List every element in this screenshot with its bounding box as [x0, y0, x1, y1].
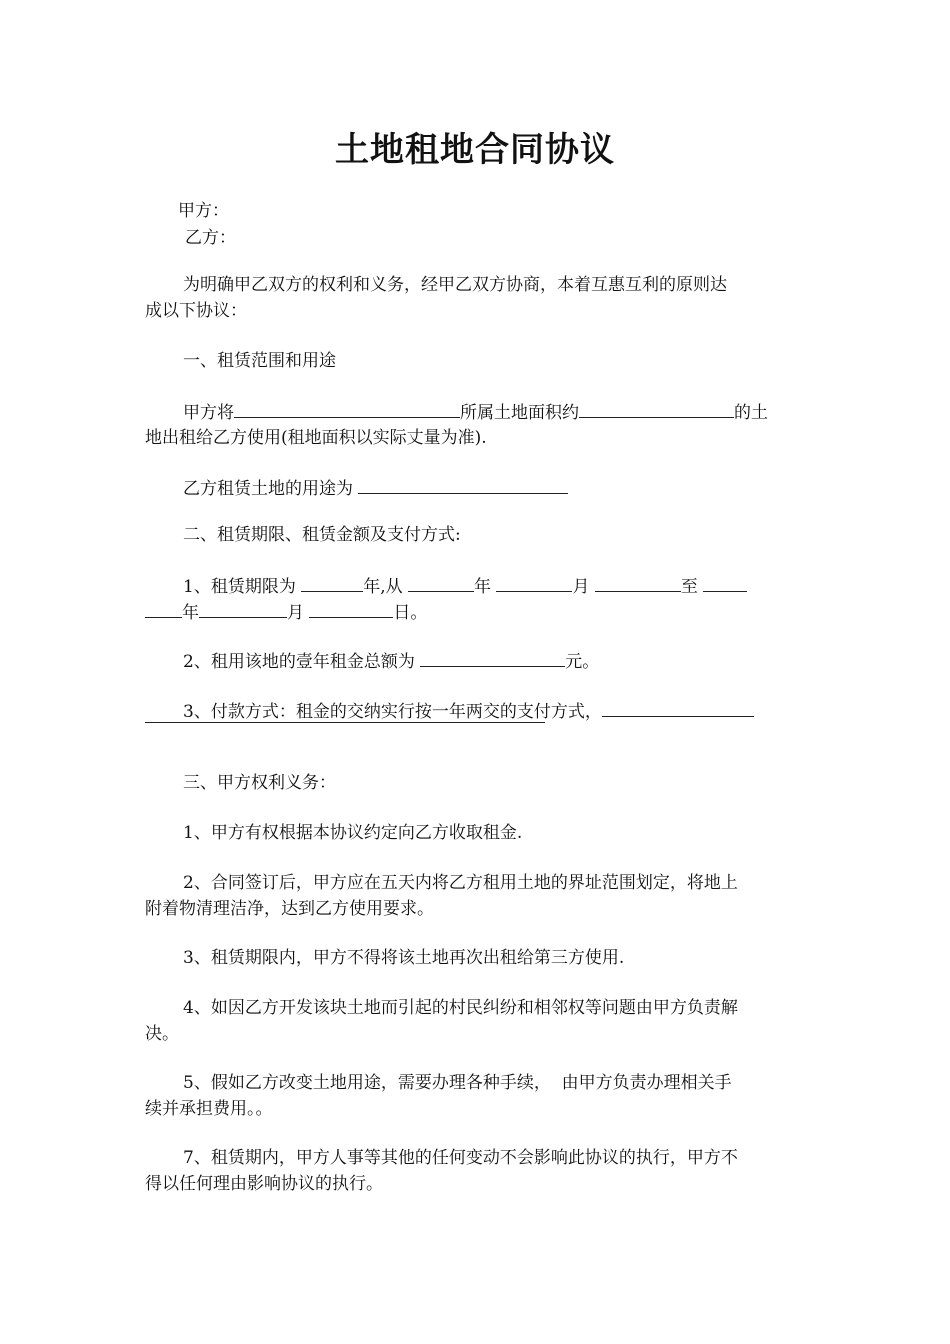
clause-text: 元。 — [565, 652, 600, 672]
party-a-label: 甲方： — [178, 201, 229, 221]
section-2-heading: 二、租赁期限、租赁金额及支付方式: — [183, 525, 461, 545]
clause-text: 年,从 — [363, 577, 403, 597]
party-a-clause-4-line-2: 决。 — [145, 1024, 179, 1044]
end-month-blank — [199, 598, 287, 618]
section-3-heading: 三、甲方权利义务： — [183, 773, 336, 793]
party-a-clause-5-line-2: 续并承担费用。。 — [145, 1099, 273, 1119]
party-a-clause-5-line-1: 5、假如乙方改变土地用途，需要办理各种手续， 由甲方负责办理相关手 — [183, 1073, 732, 1093]
clause-text: 月 — [287, 603, 304, 623]
clause-text: 乙方租赁土地的用途为 — [183, 479, 353, 499]
rent-amount-clause — [183, 647, 599, 675]
clause-text: 年 — [182, 603, 199, 623]
end-day-blank — [309, 598, 393, 618]
clause-text: 所属土地面积约 — [460, 403, 579, 423]
section-1-heading: 一、租赁范围和用途 — [183, 351, 336, 371]
lease-term-clause-line-2 — [145, 598, 427, 626]
land-use-blank — [358, 474, 568, 494]
payment-method-blank — [602, 697, 754, 717]
rent-amount-blank — [420, 647, 565, 667]
clause-text: 日。 — [393, 603, 428, 623]
section-1-clause-1-line-2: 地出租给乙方使用(租地面积以实际丈量为准). — [145, 428, 487, 448]
preamble-line-1: 为明确甲乙双方的权利和义务，经甲乙双方协商，本着互惠互利的原则达 — [183, 275, 727, 295]
clause-text: 至 — [680, 577, 698, 597]
party-a-clause-3: 3、租赁期限内，甲方不得将该土地再次出租给第三方使用. — [183, 948, 625, 968]
party-a-clause-7-line-1: 7、租赁期内，甲方人事等其他的任何变动不会影响此协议的执行，甲方不 — [183, 1148, 738, 1168]
end-year-blank-cont — [145, 598, 182, 618]
document-title: 土地租地合同协议 — [335, 130, 615, 170]
clause-text: 月 — [572, 577, 590, 597]
party-b-label: 乙方： — [185, 228, 236, 248]
party-a-clause-2-line-1: 2、合同签订后，甲方应在五天内将乙方租用土地的界址范围划定，将地上 — [183, 873, 738, 893]
land-owner-blank — [234, 398, 460, 418]
clause-text: 的土 — [734, 403, 768, 423]
party-a-clause-2-line-2: 附着物清理洁净，达到乙方使用要求。 — [145, 899, 434, 919]
land-area-blank — [579, 398, 734, 418]
clause-text: 2、租用该地的壹年租金总额为 — [183, 652, 415, 672]
start-month-blank — [496, 572, 572, 592]
party-a-clause-4-line-1: 4、如因乙方开发该块土地而引起的村民纠纷和相邻权等问题由甲方负责解 — [183, 998, 738, 1018]
payment-method-clause — [183, 697, 754, 725]
payment-method-blank-line-2 — [145, 722, 545, 723]
section-1-clause-1 — [183, 398, 768, 426]
lease-term-clause — [183, 572, 747, 600]
clause-text: 1、租赁期限为 — [183, 577, 296, 597]
clause-text: 甲方将 — [183, 403, 234, 423]
section-1-use — [183, 474, 568, 502]
party-a-clause-1: 1、甲方有权根据本协议约定向乙方收取租金. — [183, 823, 523, 843]
party-a-clause-7-line-2: 得以任何理由影响协议的执行。 — [145, 1174, 383, 1194]
clause-text: 年 — [474, 577, 492, 597]
start-year-blank — [408, 572, 474, 592]
preamble-line-2: 成以下协议： — [145, 301, 247, 321]
term-years-blank — [301, 572, 363, 592]
clause-text: 3、付款方式：租金的交纳实行按一年两交的支付方式， — [183, 702, 602, 722]
start-day-blank — [595, 572, 681, 592]
end-year-blank — [703, 572, 747, 592]
